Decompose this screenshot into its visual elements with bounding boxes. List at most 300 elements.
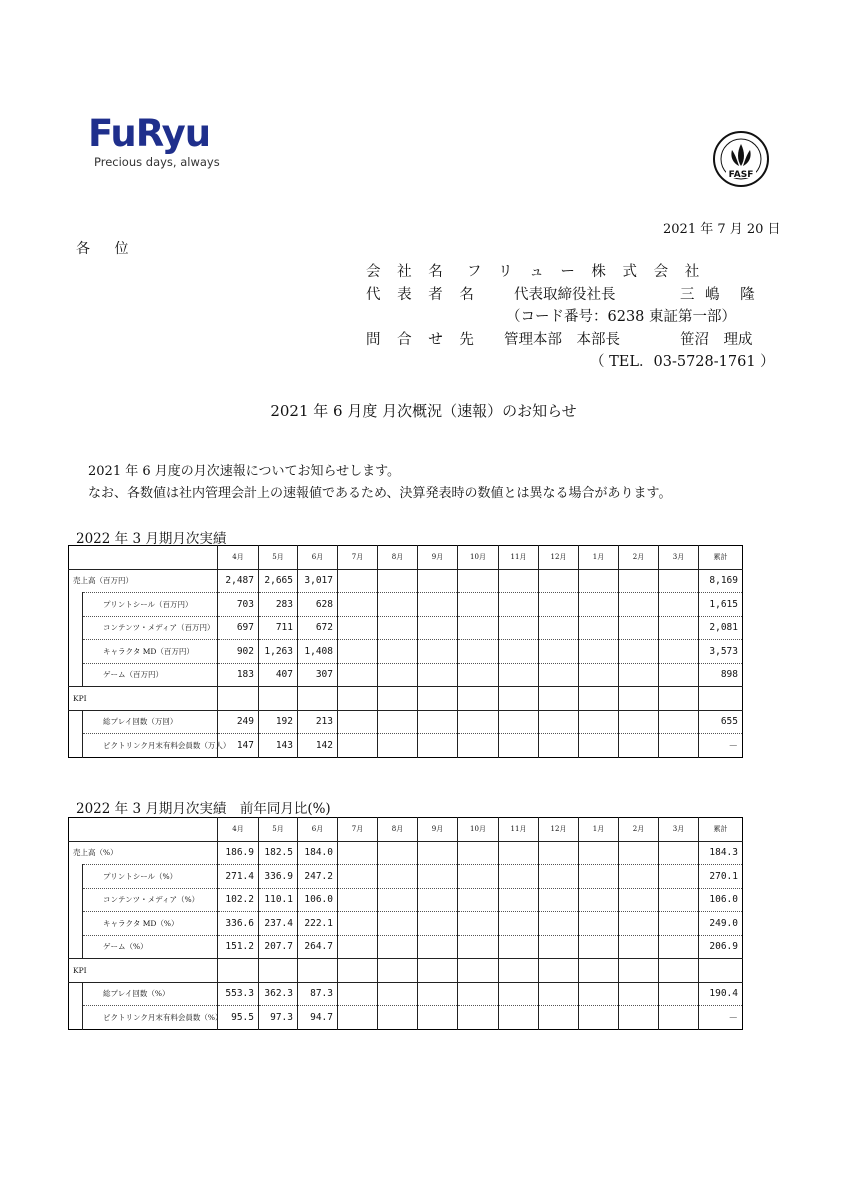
value-cell: 213 <box>298 710 338 734</box>
value-cell: 2,487 <box>218 569 259 593</box>
month-header: 5月 <box>259 818 298 842</box>
table-row <box>69 959 743 983</box>
month-header: 6月 <box>298 818 338 842</box>
intro-line-1: 2021 年 6 月度の月次速報についてお知らせします。 <box>88 464 401 479</box>
empty-cell <box>659 663 699 687</box>
row-label: キャラクタ MD（%） <box>83 912 218 936</box>
contact-telephone: （ TEL．03-5728-1761 ） <box>590 354 775 370</box>
empty-cell <box>338 593 378 617</box>
empty-cell <box>338 912 378 936</box>
total-cell: － <box>699 734 743 758</box>
empty-cell <box>378 687 418 711</box>
empty-cell <box>418 959 458 983</box>
empty-cell <box>539 912 579 936</box>
empty-cell <box>659 912 699 936</box>
row-indent <box>69 912 83 936</box>
table-row <box>69 593 743 617</box>
value-cell: 110.1 <box>259 888 298 912</box>
empty-cell <box>418 569 458 593</box>
empty-cell <box>659 1006 699 1030</box>
empty-cell <box>338 865 378 889</box>
empty-cell <box>499 593 539 617</box>
document-title: 2021 年 6 月度 月次概況（速報）のお知らせ <box>270 402 577 420</box>
row-label: ピクトリンク月末有料会員数（%） <box>83 1006 218 1030</box>
table1-title: 2022 年 3 月期月次実績 <box>76 531 227 547</box>
value-cell: 697 <box>218 616 259 640</box>
empty-cell <box>458 982 499 1006</box>
empty-cell <box>659 687 699 711</box>
month-header: 累計 <box>699 546 743 570</box>
table-row <box>69 710 743 734</box>
empty-cell <box>539 687 579 711</box>
empty-cell <box>499 935 539 959</box>
total-cell: 249.0 <box>699 912 743 936</box>
value-cell: 271.4 <box>218 865 259 889</box>
empty-cell <box>619 710 659 734</box>
table-row <box>69 888 743 912</box>
yoy-results-table <box>68 817 743 1030</box>
value-cell: 87.3 <box>298 982 338 1006</box>
empty-cell <box>659 710 699 734</box>
total-cell: － <box>699 1006 743 1030</box>
empty-cell <box>499 663 539 687</box>
value-cell <box>259 687 298 711</box>
empty-cell <box>418 616 458 640</box>
month-header: 10月 <box>458 546 499 570</box>
empty-cell <box>539 593 579 617</box>
month-header: 6月 <box>298 546 338 570</box>
empty-cell <box>619 569 659 593</box>
value-cell <box>218 959 259 983</box>
intro-line-2: なお、各数値は社内管理会計上の速報値であるため、決算発表時の数値とは異なる場合があります。 <box>88 486 672 501</box>
empty-cell <box>579 640 619 664</box>
month-header: 3月 <box>659 818 699 842</box>
row-indent <box>69 710 83 734</box>
month-header: 5月 <box>259 546 298 570</box>
empty-cell <box>338 841 378 865</box>
value-cell: 711 <box>259 616 298 640</box>
addressee: 各 位 <box>76 241 139 257</box>
empty-cell <box>579 687 619 711</box>
empty-cell <box>619 959 659 983</box>
empty-cell <box>539 959 579 983</box>
empty-cell <box>378 710 418 734</box>
empty-cell <box>418 982 458 1006</box>
empty-cell <box>418 912 458 936</box>
company-logo <box>88 114 220 169</box>
table-row <box>69 663 743 687</box>
empty-cell <box>619 734 659 758</box>
fasf-seal-icon <box>712 130 770 188</box>
empty-cell <box>539 640 579 664</box>
empty-cell <box>579 865 619 889</box>
value-cell: 247.2 <box>298 865 338 889</box>
empty-cell <box>539 865 579 889</box>
empty-cell <box>579 935 619 959</box>
table-row <box>69 865 743 889</box>
empty-cell <box>418 1006 458 1030</box>
month-header: 10月 <box>458 818 499 842</box>
value-cell: 407 <box>259 663 298 687</box>
empty-cell <box>539 734 579 758</box>
empty-cell <box>539 888 579 912</box>
month-header: 9月 <box>418 818 458 842</box>
value-cell: 102.2 <box>218 888 259 912</box>
month-header: 2月 <box>619 818 659 842</box>
row-label: コンテンツ・メディア（百万円） <box>83 616 218 640</box>
empty-cell <box>619 640 659 664</box>
row-label: コンテンツ・メディア（%） <box>83 888 218 912</box>
empty-cell <box>619 663 659 687</box>
empty-cell <box>659 569 699 593</box>
empty-cell <box>418 841 458 865</box>
representative-label: 代 表 者 名 <box>366 287 480 303</box>
company-label: 会 社 名 <box>366 264 449 280</box>
row-indent <box>69 593 83 617</box>
empty-cell <box>338 710 378 734</box>
issue-date: 2021 年 7 月 20 日 <box>663 222 781 237</box>
row-label: KPI <box>69 959 218 983</box>
row-indent <box>69 734 83 758</box>
month-header: 11月 <box>499 546 539 570</box>
empty-cell <box>579 710 619 734</box>
month-header: 11月 <box>499 818 539 842</box>
month-header: 累計 <box>699 818 743 842</box>
row-label: 売上高（%） <box>69 841 218 865</box>
row-indent <box>69 616 83 640</box>
empty-cell <box>458 616 499 640</box>
empty-cell <box>378 593 418 617</box>
value-cell: 1,263 <box>259 640 298 664</box>
empty-cell <box>539 663 579 687</box>
value-cell: 307 <box>298 663 338 687</box>
empty-cell <box>579 734 619 758</box>
stock-code: （コード番号：6238 東証第一部） <box>506 309 737 325</box>
month-header: 4月 <box>218 818 259 842</box>
empty-cell <box>499 569 539 593</box>
total-cell: 190.4 <box>699 982 743 1006</box>
empty-cell <box>619 616 659 640</box>
value-cell: 142 <box>298 734 338 758</box>
empty-cell <box>458 888 499 912</box>
empty-cell <box>499 865 539 889</box>
empty-cell <box>659 640 699 664</box>
logo-tagline: Precious days, always <box>94 155 220 169</box>
representative-name: 三 嶋 隆 <box>680 287 758 303</box>
empty-cell <box>378 912 418 936</box>
header-blank <box>69 546 218 570</box>
total-cell <box>699 959 743 983</box>
value-cell <box>298 687 338 711</box>
value-cell: 283 <box>259 593 298 617</box>
month-header: 8月 <box>378 546 418 570</box>
value-cell: 336.9 <box>259 865 298 889</box>
empty-cell <box>619 1006 659 1030</box>
row-label: ピクトリンク月末有料会員数（万人） <box>83 734 218 758</box>
empty-cell <box>418 888 458 912</box>
value-cell: 192 <box>259 710 298 734</box>
empty-cell <box>418 593 458 617</box>
contact-name: 笹沼 理成 <box>680 332 753 348</box>
value-cell <box>259 959 298 983</box>
row-label: 総プレイ回数（万回） <box>83 710 218 734</box>
empty-cell <box>659 734 699 758</box>
empty-cell <box>539 982 579 1006</box>
empty-cell <box>458 710 499 734</box>
value-cell: 94.7 <box>298 1006 338 1030</box>
row-indent <box>69 640 83 664</box>
row-indent <box>69 888 83 912</box>
contact-department: 管理本部 本部長 <box>504 332 620 348</box>
row-label: プリントシール（%） <box>83 865 218 889</box>
contact-label: 問 合 せ 先 <box>366 332 480 348</box>
empty-cell <box>579 888 619 912</box>
total-cell: 898 <box>699 663 743 687</box>
total-cell: 3,573 <box>699 640 743 664</box>
empty-cell <box>418 640 458 664</box>
value-cell: 184.0 <box>298 841 338 865</box>
empty-cell <box>659 865 699 889</box>
table-row <box>69 734 743 758</box>
value-cell: 182.5 <box>259 841 298 865</box>
value-cell: 362.3 <box>259 982 298 1006</box>
empty-cell <box>378 734 418 758</box>
value-cell <box>218 687 259 711</box>
row-label: ゲーム（百万円） <box>83 663 218 687</box>
empty-cell <box>499 616 539 640</box>
fasf-badge-text: FASF <box>728 170 754 180</box>
table2-title: 2022 年 3 月期月次実績 前年同月比(%) <box>76 801 331 817</box>
company-name: フ リ ュ ー 株 式 会 社 <box>467 264 706 280</box>
total-cell: 8,169 <box>699 569 743 593</box>
empty-cell <box>458 569 499 593</box>
value-cell: 628 <box>298 593 338 617</box>
empty-cell <box>619 687 659 711</box>
total-cell: 655 <box>699 710 743 734</box>
empty-cell <box>418 710 458 734</box>
table-row <box>69 841 743 865</box>
empty-cell <box>499 640 539 664</box>
row-indent <box>69 1006 83 1030</box>
empty-cell <box>338 569 378 593</box>
month-header: 1月 <box>579 546 619 570</box>
empty-cell <box>338 687 378 711</box>
empty-cell <box>458 841 499 865</box>
empty-cell <box>338 982 378 1006</box>
table-row <box>69 935 743 959</box>
value-cell: 336.6 <box>218 912 259 936</box>
month-header: 7月 <box>338 818 378 842</box>
empty-cell <box>458 1006 499 1030</box>
empty-cell <box>499 687 539 711</box>
empty-cell <box>458 912 499 936</box>
empty-cell <box>579 912 619 936</box>
empty-cell <box>539 935 579 959</box>
empty-cell <box>338 1006 378 1030</box>
month-header: 1月 <box>579 818 619 842</box>
value-cell: 222.1 <box>298 912 338 936</box>
empty-cell <box>338 888 378 912</box>
empty-cell <box>418 687 458 711</box>
value-cell: 207.7 <box>259 935 298 959</box>
empty-cell <box>579 616 619 640</box>
empty-cell <box>338 734 378 758</box>
empty-cell <box>659 616 699 640</box>
empty-cell <box>579 1006 619 1030</box>
empty-cell <box>619 982 659 1006</box>
empty-cell <box>499 959 539 983</box>
empty-cell <box>659 888 699 912</box>
empty-cell <box>619 888 659 912</box>
empty-cell <box>499 841 539 865</box>
row-label: プリントシール（百万円） <box>83 593 218 617</box>
value-cell: 264.7 <box>298 935 338 959</box>
table-row <box>69 982 743 1006</box>
row-label: ゲーム（%） <box>83 935 218 959</box>
month-header: 12月 <box>539 818 579 842</box>
month-header: 3月 <box>659 546 699 570</box>
row-indent <box>69 865 83 889</box>
total-cell: 2,081 <box>699 616 743 640</box>
empty-cell <box>378 982 418 1006</box>
empty-cell <box>338 935 378 959</box>
value-cell: 237.4 <box>259 912 298 936</box>
table-row <box>69 1006 743 1030</box>
empty-cell <box>539 841 579 865</box>
value-cell: 703 <box>218 593 259 617</box>
total-cell: 206.9 <box>699 935 743 959</box>
empty-cell <box>378 616 418 640</box>
header-blank <box>69 818 218 842</box>
empty-cell <box>499 888 539 912</box>
value-cell: 95.5 <box>218 1006 259 1030</box>
total-cell: 1,615 <box>699 593 743 617</box>
empty-cell <box>539 710 579 734</box>
empty-cell <box>579 569 619 593</box>
empty-cell <box>579 982 619 1006</box>
representative-title: 代表取締役社長 <box>514 287 616 303</box>
empty-cell <box>619 912 659 936</box>
empty-cell <box>458 734 499 758</box>
empty-cell <box>579 841 619 865</box>
empty-cell <box>378 569 418 593</box>
header-row <box>69 818 743 842</box>
logo-wordmark: FuRyu <box>88 112 211 155</box>
value-cell <box>298 959 338 983</box>
empty-cell <box>499 710 539 734</box>
row-label: 売上高（百万円） <box>69 569 218 593</box>
value-cell: 151.2 <box>218 935 259 959</box>
value-cell: 1,408 <box>298 640 338 664</box>
empty-cell <box>458 640 499 664</box>
empty-cell <box>579 593 619 617</box>
empty-cell <box>378 888 418 912</box>
value-cell: 3,017 <box>298 569 338 593</box>
empty-cell <box>539 1006 579 1030</box>
total-cell <box>699 687 743 711</box>
empty-cell <box>418 734 458 758</box>
empty-cell <box>579 959 619 983</box>
table-row <box>69 912 743 936</box>
value-cell: 902 <box>218 640 259 664</box>
empty-cell <box>458 959 499 983</box>
empty-cell <box>378 663 418 687</box>
empty-cell <box>499 982 539 1006</box>
value-cell: 672 <box>298 616 338 640</box>
empty-cell <box>539 569 579 593</box>
total-cell: 184.3 <box>699 841 743 865</box>
row-indent <box>69 935 83 959</box>
value-cell: 97.3 <box>259 1006 298 1030</box>
row-label: KPI <box>69 687 218 711</box>
month-header: 7月 <box>338 546 378 570</box>
value-cell: 2,665 <box>259 569 298 593</box>
empty-cell <box>378 640 418 664</box>
month-header: 12月 <box>539 546 579 570</box>
table-row <box>69 640 743 664</box>
row-label: 総プレイ回数（%） <box>83 982 218 1006</box>
value-cell: 183 <box>218 663 259 687</box>
empty-cell <box>378 865 418 889</box>
empty-cell <box>499 1006 539 1030</box>
empty-cell <box>619 935 659 959</box>
empty-cell <box>458 935 499 959</box>
table-row <box>69 616 743 640</box>
empty-cell <box>619 865 659 889</box>
monthly-results-table <box>68 545 743 758</box>
empty-cell <box>378 1006 418 1030</box>
empty-cell <box>338 640 378 664</box>
table-row <box>69 687 743 711</box>
empty-cell <box>418 935 458 959</box>
month-header: 4月 <box>218 546 259 570</box>
empty-cell <box>499 734 539 758</box>
empty-cell <box>458 593 499 617</box>
value-cell: 553.3 <box>218 982 259 1006</box>
empty-cell <box>338 663 378 687</box>
value-cell: 143 <box>259 734 298 758</box>
value-cell: 147 <box>218 734 259 758</box>
empty-cell <box>499 912 539 936</box>
empty-cell <box>458 865 499 889</box>
empty-cell <box>458 687 499 711</box>
empty-cell <box>378 935 418 959</box>
empty-cell <box>659 982 699 1006</box>
header-row <box>69 546 743 570</box>
empty-cell <box>539 616 579 640</box>
empty-cell <box>619 841 659 865</box>
empty-cell <box>338 616 378 640</box>
month-header: 2月 <box>619 546 659 570</box>
row-indent <box>69 663 83 687</box>
empty-cell <box>659 593 699 617</box>
empty-cell <box>378 959 418 983</box>
empty-cell <box>458 663 499 687</box>
total-cell: 106.0 <box>699 888 743 912</box>
total-cell: 270.1 <box>699 865 743 889</box>
empty-cell <box>619 593 659 617</box>
table-row <box>69 569 743 593</box>
month-header: 9月 <box>418 546 458 570</box>
empty-cell <box>659 841 699 865</box>
month-header: 8月 <box>378 818 418 842</box>
empty-cell <box>418 865 458 889</box>
empty-cell <box>418 663 458 687</box>
empty-cell <box>338 959 378 983</box>
row-indent <box>69 982 83 1006</box>
row-label: キャラクタ MD（百万円） <box>83 640 218 664</box>
value-cell: 186.9 <box>218 841 259 865</box>
